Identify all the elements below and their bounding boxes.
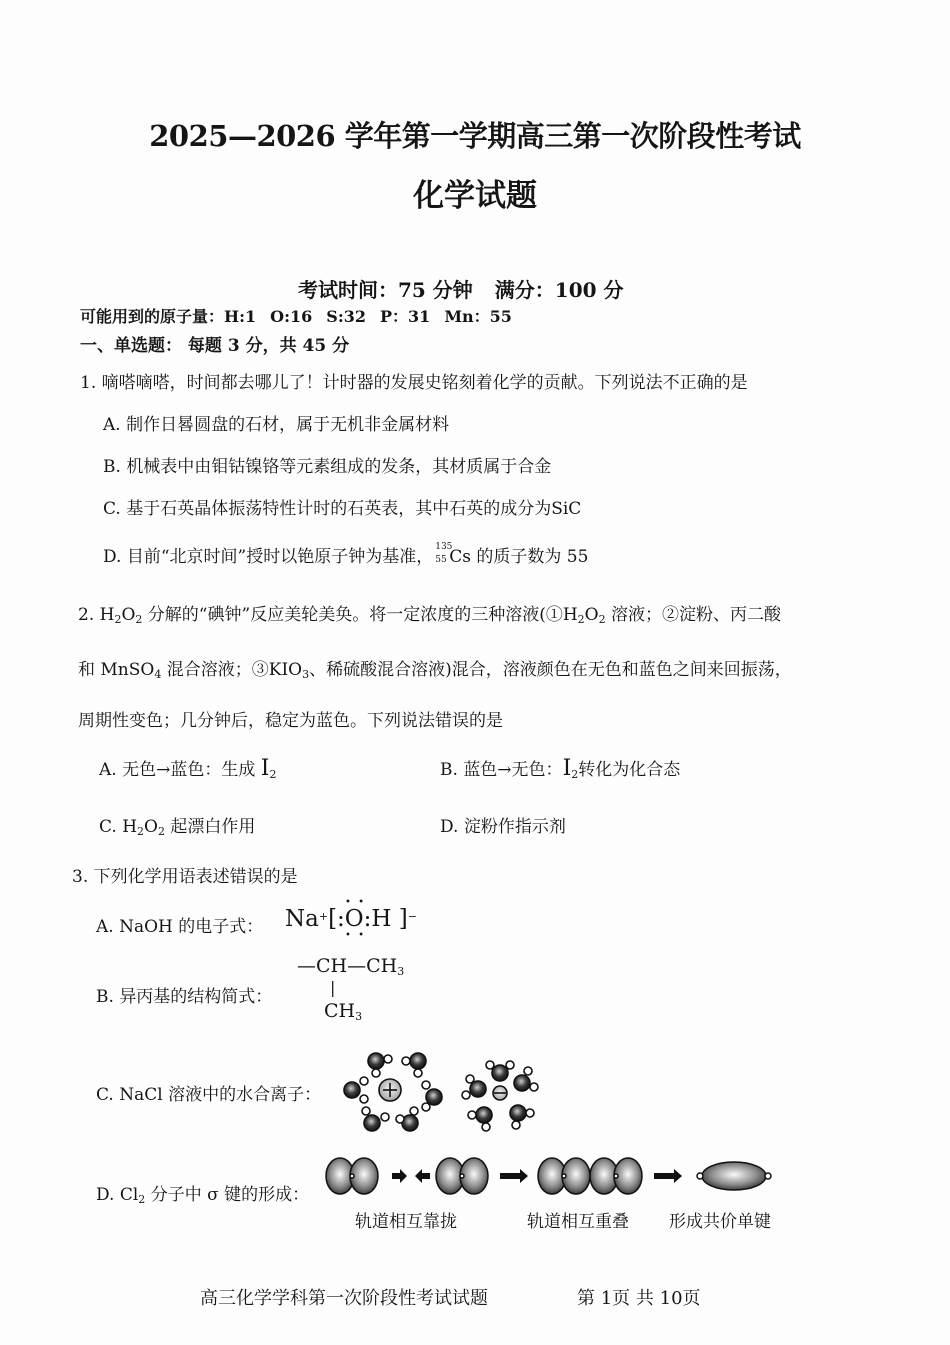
- section-title: 一、单选题：: [80, 336, 182, 356]
- option-text: NaOH 的电子式：: [119, 917, 264, 937]
- hydrated-anion: [462, 1061, 538, 1131]
- question-3-option-d: [96, 1180, 309, 1205]
- hydrated-ions-illustration: [338, 1045, 548, 1135]
- page-number: 第 1页 共 10页: [577, 1288, 701, 1309]
- formula-part: O: [144, 817, 158, 837]
- formula-part: H: [99, 605, 115, 625]
- isopropyl-bottom-methyl: [324, 1000, 362, 1022]
- option-letter: C.: [96, 1085, 114, 1105]
- subscript: 2: [598, 613, 606, 626]
- option-letter: D.: [440, 817, 459, 837]
- lone-pair-dots-bottom: • •: [345, 930, 366, 941]
- option-text: 淀粉作指示剂: [463, 817, 566, 837]
- question-text: 溶液；②淀粉、丙二酸: [605, 605, 781, 625]
- formula-part: [:O:H ]: [328, 906, 408, 932]
- question-2-option-b: [440, 755, 680, 781]
- question-number: 1.: [80, 373, 97, 393]
- bond-line-vertical: |: [330, 978, 336, 997]
- charge-superscript: −: [407, 910, 417, 923]
- question-2-stem-line3: 周期性变色；几分钟后，稳定为蓝色。下列说法错误的是: [78, 711, 503, 731]
- atomic-number: 55: [435, 555, 447, 565]
- option-text: 的质子数为 55: [470, 547, 589, 567]
- caption-orbitals-approach: 轨道相互靠拢: [355, 1212, 457, 1232]
- formula-part: H: [122, 817, 138, 837]
- subscript: 3: [302, 668, 310, 681]
- arrow-left-icon: [415, 1169, 430, 1183]
- question-2-option-c: [99, 812, 255, 837]
- exam-info: [298, 274, 624, 303]
- isotope-notation: [433, 542, 453, 566]
- question-text: 下列化学用语表述错误的是: [93, 867, 298, 887]
- option-letter: A.: [103, 415, 121, 435]
- option-text: 制作日晷圆盘的石材，属于无机非金属材料: [126, 415, 450, 435]
- charge-superscript: +: [318, 910, 329, 923]
- option-letter: C.: [99, 817, 117, 837]
- option-text: 无色→蓝色：生成: [122, 760, 261, 780]
- question-number: 2.: [78, 605, 95, 625]
- arrow-right-icon: [500, 1169, 528, 1183]
- element-symbol: Cs: [449, 547, 471, 567]
- question-3-option-a: [96, 912, 263, 937]
- atomic-mass-item: S:32: [326, 307, 367, 326]
- question-1-option-d: [103, 542, 588, 567]
- question-2-stem-line2: [78, 655, 792, 680]
- formula-part: Cl: [119, 1185, 139, 1205]
- atomic-mass-item: O:16: [270, 307, 313, 326]
- question-3-stem: [72, 862, 298, 887]
- subscript: 3: [397, 965, 405, 978]
- subscript: 4: [154, 668, 162, 681]
- subscript: 2: [138, 1193, 146, 1206]
- question-text: 和 MnSO: [78, 660, 155, 680]
- formula-part: Na: [285, 906, 319, 932]
- option-text: 转化为化合态: [578, 760, 681, 780]
- option-letter: D.: [103, 547, 122, 567]
- subscript: 2: [114, 613, 122, 626]
- question-number: 3.: [72, 867, 89, 887]
- option-letter: B.: [440, 760, 458, 780]
- arrow-right-icon: [654, 1169, 682, 1183]
- caption-orbitals-overlap: 轨道相互重叠: [527, 1212, 629, 1232]
- option-letter: C.: [103, 499, 121, 519]
- question-2-option-d: [440, 812, 566, 837]
- exam-title: 2025—2026 学年第一学期高三第一次阶段性考试: [149, 119, 801, 153]
- footer-title: 高三化学学科第一次阶段性考试试题: [200, 1288, 488, 1309]
- option-text: 起漂白作用: [164, 817, 256, 837]
- formula-part: I: [562, 756, 572, 781]
- formula-part: CH: [324, 1000, 356, 1022]
- question-text: 混合溶液；③KIO: [161, 660, 303, 680]
- question-2-stem-line1: [78, 600, 781, 625]
- option-text: 蓝色→无色：: [463, 760, 563, 780]
- naoh-electron-formula: [285, 906, 417, 932]
- option-text: 分子中 σ 键的形成：: [145, 1185, 310, 1205]
- option-letter: A.: [96, 917, 114, 937]
- option-text: 异丙基的结构简式：: [119, 987, 273, 1007]
- option-text: NaCl 溶液中的水合离子：: [119, 1085, 322, 1105]
- atomic-masses: [80, 304, 526, 327]
- full-score: 满分：100 分: [494, 278, 624, 302]
- option-text: 机械表中由钼钴镍铬等元素组成的发条，其材质属于合金: [126, 457, 552, 477]
- subscript: 2: [571, 768, 579, 781]
- formula-part: O: [584, 605, 599, 625]
- atomic-mass-item: Mn：55: [444, 307, 512, 326]
- section-heading: [80, 331, 349, 356]
- question-3-option-c: [96, 1080, 321, 1105]
- atomic-mass-item: H:1: [224, 307, 257, 326]
- orbital-pair-approach-left: [326, 1158, 378, 1194]
- question-1-option-b: [103, 452, 551, 477]
- subscript: 2: [157, 825, 165, 838]
- orbital-pair-approach-right: [436, 1158, 488, 1194]
- question-text: 嘀嗒嘀嗒，时间都去哪儿了！计时器的发展史铭刻着化学的贡献。下列说法不正确的是: [101, 373, 748, 393]
- arrow-right-icon: [392, 1169, 407, 1183]
- subscript: 2: [577, 613, 585, 626]
- caption-single-bond: 形成共价单键: [669, 1212, 771, 1232]
- formula-part: —CH—CH: [297, 955, 398, 977]
- exam-time: 考试时间：75 分钟: [298, 278, 473, 302]
- atomic-mass-item: P：31: [380, 307, 431, 326]
- section-note: 每题 3 分，共 45 分: [187, 336, 350, 356]
- question-text: 分解的“碘钟”反应美轮美奂。将一定浓度的三种溶液(①H: [142, 605, 578, 625]
- subscript: 3: [355, 1010, 363, 1023]
- option-letter: A.: [99, 760, 117, 780]
- question-2-option-a: [99, 755, 276, 781]
- subscript: 2: [137, 825, 145, 838]
- hydrated-cation: [344, 1053, 442, 1131]
- question-3-option-b: [96, 982, 272, 1007]
- mass-number: 135: [435, 542, 453, 552]
- sigma-bond-formation-illustration: [322, 1152, 782, 1198]
- question-1-option-a: [103, 410, 449, 435]
- option-text: 基于石英晶体振荡特性计时的石英表，其中石英的成分为SiC: [126, 499, 582, 519]
- atomic-masses-label: 可能用到的原子量：: [80, 307, 225, 326]
- exam-subject-title: 化学试题: [413, 178, 537, 214]
- covalent-single-bond: [697, 1162, 771, 1190]
- option-letter: D.: [96, 1185, 115, 1205]
- option-letter: B.: [96, 987, 114, 1007]
- subscript: 2: [135, 613, 143, 626]
- lone-pair-dots-top: • •: [345, 897, 366, 908]
- formula-part: I: [260, 756, 270, 781]
- subscript: 2: [269, 768, 277, 781]
- question-1-stem: [80, 368, 748, 393]
- orbital-overlap: [538, 1158, 642, 1194]
- question-text: 、稀硫酸混合溶液)混合，溶液颜色在无色和蓝色之间来回振荡，: [309, 660, 792, 680]
- isopropyl-top-chain: [297, 955, 404, 977]
- formula-part: O: [121, 605, 136, 625]
- option-text: 目前“北京时间”授时以铯原子钟为基准，: [126, 547, 434, 567]
- question-1-option-c: [103, 494, 581, 519]
- option-letter: B.: [103, 457, 121, 477]
